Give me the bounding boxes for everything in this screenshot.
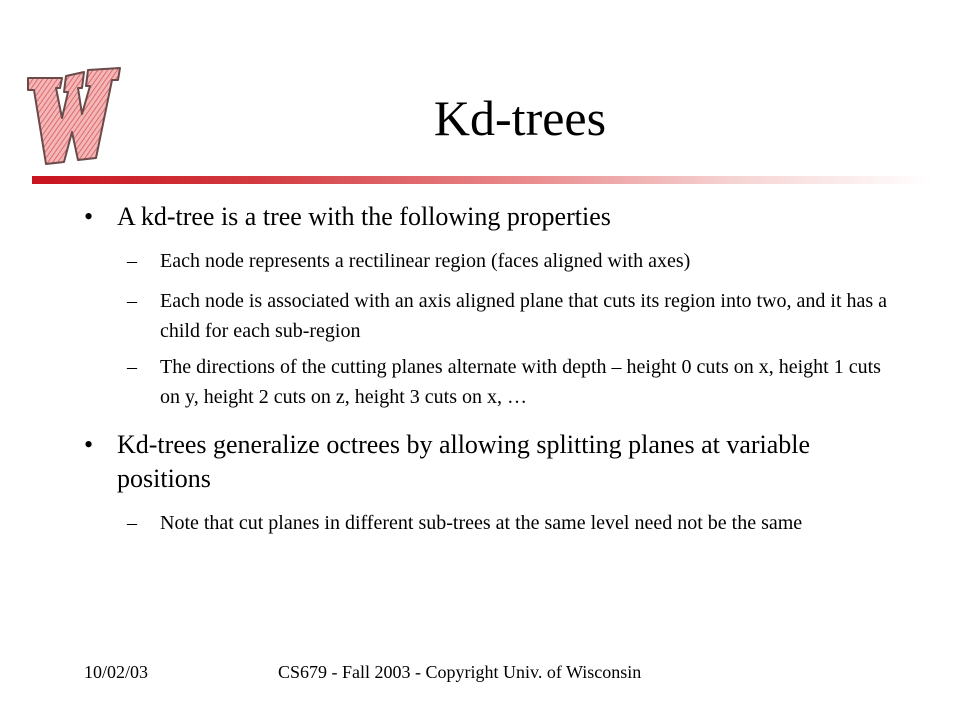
bullet-text: Kd-trees generalize octrees by allowing splitting planes at variable positions: [117, 430, 811, 493]
sub-bullet-text: Each node represents a rectilinear region (faces aligned with axes): [160, 250, 691, 272]
sub-bullet-mark: –: [127, 356, 137, 378]
footer-date: 10/02/03: [84, 662, 149, 682]
title-divider: [32, 176, 932, 184]
wisconsin-w-logo-icon: [22, 66, 126, 166]
sub-bullet-text: Note that cut planes in different sub-trees at the same level need not be the same: [160, 512, 803, 534]
sub-bullet-mark: –: [127, 290, 137, 312]
sub-bullet-text: Each node is associated with an axis aligned plane that cuts its region into two, and it has a child for each sub-region: [160, 290, 888, 342]
footer-credit: CS679 - Fall 2003 - Copyright Univ. of Wisconsin: [278, 662, 642, 682]
slide-title: Kd-trees: [433, 90, 607, 146]
bullet-text: A kd-tree is a tree with the following properties: [117, 202, 611, 231]
sub-bullet-mark: –: [127, 250, 137, 272]
bullet-mark: •: [84, 202, 94, 231]
sub-bullet-text: The directions of the cutting planes alternate with depth – height 0 cuts on x, height 1 cuts on y, height 2 cuts on z, height 3 cuts on x, …: [160, 356, 881, 408]
bullet-mark: •: [84, 430, 94, 459]
sub-bullet-mark: –: [127, 512, 137, 534]
